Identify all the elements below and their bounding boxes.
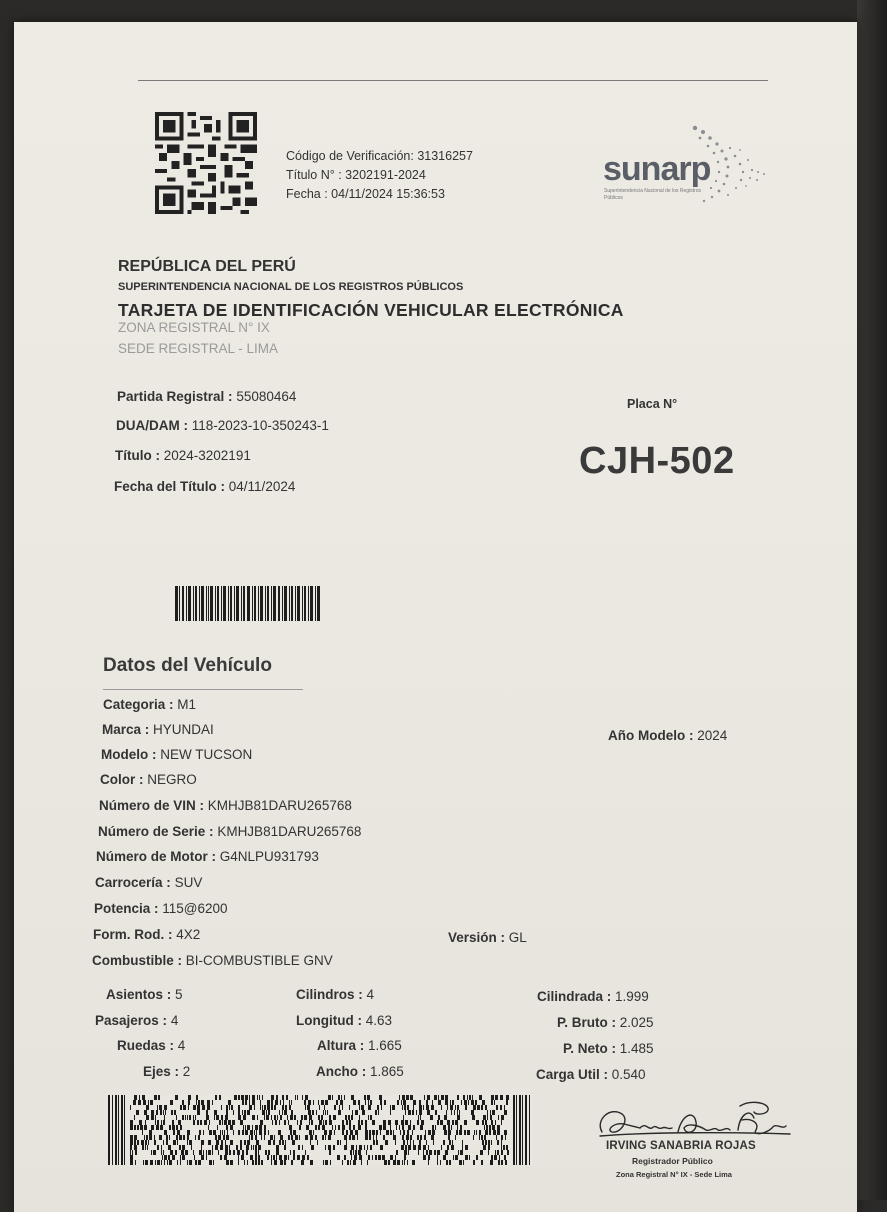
cilindrada-row bbox=[537, 989, 649, 1004]
pneto-row bbox=[563, 1041, 654, 1056]
potencia-row bbox=[94, 901, 228, 916]
color-row bbox=[100, 772, 197, 787]
longitud-value: 4.63 bbox=[365, 1013, 393, 1028]
cilindrada-label: Cilindrada : bbox=[537, 989, 612, 1004]
logo-wordmark: sunarp bbox=[603, 150, 711, 188]
ejes-label: Ejes : bbox=[143, 1064, 180, 1079]
ejes-value: 2 bbox=[182, 1064, 191, 1079]
modelo-row bbox=[101, 747, 252, 762]
carroceria-row bbox=[95, 875, 202, 890]
ruedas-label: Ruedas : bbox=[117, 1038, 175, 1053]
dua-label: DUA/DAM : bbox=[116, 418, 188, 433]
combustible-value: BI-COMBUSTIBLE GNV bbox=[185, 953, 333, 968]
categoria-value: M1 bbox=[177, 697, 197, 712]
categoria-row bbox=[103, 697, 196, 712]
titulo-row bbox=[115, 448, 251, 463]
formrod-value: 4X2 bbox=[176, 927, 201, 942]
verification-block bbox=[286, 147, 473, 204]
vin-label: Número de VIN : bbox=[99, 798, 205, 813]
color-value: NEGRO bbox=[147, 772, 197, 787]
motor-row bbox=[96, 849, 319, 864]
ancho-row bbox=[316, 1064, 404, 1079]
signature-block bbox=[590, 1092, 805, 1187]
vin-row bbox=[99, 798, 352, 813]
anio-row bbox=[608, 728, 727, 743]
altura-label: Altura : bbox=[317, 1038, 365, 1053]
longitud-label: Longitud : bbox=[296, 1013, 362, 1028]
ruedas-value: 4 bbox=[177, 1038, 186, 1053]
longitud-row bbox=[296, 1013, 392, 1028]
pbruto-label: P. Bruto : bbox=[557, 1015, 617, 1030]
plate-label: Placa N° bbox=[627, 397, 678, 411]
marca-label: Marca : bbox=[102, 722, 150, 737]
asientos-value: 5 bbox=[175, 987, 183, 1002]
titulo-value: 2024-3202191 bbox=[163, 448, 251, 463]
version-value: GL bbox=[508, 930, 527, 945]
plate-number: CJH-502 bbox=[579, 440, 735, 482]
vehicle-data-title: Datos del Vehículo bbox=[103, 655, 272, 676]
vehicle-data-rule bbox=[103, 689, 303, 690]
cilindros-row bbox=[296, 987, 374, 1002]
pasajeros-value: 4 bbox=[170, 1013, 179, 1028]
top-rule bbox=[138, 80, 768, 81]
formrod-label: Form. Rod. : bbox=[93, 927, 173, 942]
formrod-row bbox=[93, 927, 200, 942]
carga-value: 0.540 bbox=[611, 1067, 646, 1082]
altura-row bbox=[317, 1038, 402, 1053]
partida-value: 55080464 bbox=[236, 389, 297, 404]
potencia-label: Potencia : bbox=[94, 901, 159, 916]
signer-name: IRVING SANABRIA ROJAS bbox=[606, 1140, 756, 1152]
barcode-small bbox=[175, 586, 320, 621]
asientos-row bbox=[106, 987, 183, 1002]
partida-row bbox=[117, 389, 296, 404]
fecha-titulo-row bbox=[114, 479, 295, 494]
pneto-value: 1.485 bbox=[619, 1041, 654, 1056]
logo-subtext: Superintendencia Nacional de los Registros Públicos bbox=[604, 188, 702, 201]
signer-role: Registrador Público bbox=[632, 1156, 713, 1166]
potencia-value: 115@6200 bbox=[162, 901, 228, 916]
motor-value: G4NLPU931793 bbox=[219, 849, 319, 864]
carroceria-value: SUV bbox=[174, 875, 203, 890]
version-row bbox=[448, 930, 527, 945]
color-label: Color : bbox=[100, 772, 144, 787]
ejes-row bbox=[143, 1064, 190, 1079]
version-label: Versión : bbox=[448, 930, 506, 945]
background-edge bbox=[857, 0, 887, 1200]
fecha-titulo-value: 04/11/2024 bbox=[228, 479, 296, 494]
anio-value: 2024 bbox=[697, 728, 728, 743]
combustible-row bbox=[92, 953, 333, 968]
cilindros-value: 4 bbox=[366, 987, 375, 1002]
dua-value: 118-2023-10-350243-1 bbox=[191, 418, 329, 433]
signer-zone: Zona Registral N° IX - Sede Lima bbox=[616, 1170, 732, 1179]
dua-row bbox=[116, 418, 329, 433]
cilindrada-value: 1.999 bbox=[615, 989, 649, 1004]
carga-label: Carga Util : bbox=[536, 1067, 609, 1082]
agency-heading: SUPERINTENDENCIA NACIONAL DE LOS REGISTROS PÚBLICOS bbox=[118, 281, 464, 293]
sunarp-logo bbox=[600, 120, 790, 212]
combustible-label: Combustible : bbox=[92, 953, 182, 968]
serie-label: Número de Serie : bbox=[98, 824, 214, 839]
registry-zone: ZONA REGISTRAL N° IX bbox=[118, 320, 270, 335]
document-title: TARJETA DE IDENTIFICACIÓN VEHICULAR ELECTRÓNICA bbox=[118, 300, 624, 320]
title-number: Título N° : 3202191-2024 bbox=[286, 168, 426, 182]
registry-office: SEDE REGISTRAL - LIMA bbox=[118, 341, 279, 356]
marca-value: HYUNDAI bbox=[153, 722, 214, 737]
pasajeros-row bbox=[95, 1013, 178, 1028]
modelo-label: Modelo : bbox=[101, 747, 157, 762]
serie-row bbox=[98, 824, 361, 839]
altura-value: 1.665 bbox=[368, 1038, 402, 1053]
pneto-label: P. Neto : bbox=[563, 1041, 617, 1056]
ruedas-row bbox=[117, 1038, 185, 1053]
partida-label: Partida Registral : bbox=[117, 389, 233, 404]
pbruto-row bbox=[557, 1015, 654, 1030]
qr-code bbox=[150, 112, 262, 214]
motor-label: Número de Motor : bbox=[96, 849, 216, 864]
ancho-value: 1.865 bbox=[370, 1064, 404, 1079]
categoria-label: Categoria : bbox=[103, 697, 174, 712]
country-heading: REPÚBLICA DEL PERÚ bbox=[118, 258, 296, 275]
marca-row bbox=[102, 722, 214, 737]
pasajeros-label: Pasajeros : bbox=[95, 1013, 168, 1028]
carga-row bbox=[536, 1067, 646, 1082]
verification-code: Código de Verificación: 31316257 bbox=[286, 149, 473, 163]
anio-label: Año Modelo : bbox=[608, 728, 694, 743]
titulo-label: Título : bbox=[115, 448, 160, 463]
pbruto-value: 2.025 bbox=[619, 1015, 654, 1030]
ancho-label: Ancho : bbox=[316, 1064, 367, 1079]
fecha-titulo-label: Fecha del Título : bbox=[114, 479, 226, 494]
serie-value: KMHJB81DARU265768 bbox=[217, 824, 362, 839]
vin-value: KMHJB81DARU265768 bbox=[207, 798, 352, 813]
carroceria-label: Carrocería : bbox=[95, 875, 171, 890]
cilindros-label: Cilindros : bbox=[296, 987, 363, 1002]
asientos-label: Asientos : bbox=[106, 987, 172, 1002]
modelo-value: NEW TUCSON bbox=[160, 747, 253, 762]
pdf417-barcode bbox=[108, 1095, 533, 1165]
issue-datetime: Fecha : 04/11/2024 15:36:53 bbox=[286, 187, 445, 201]
